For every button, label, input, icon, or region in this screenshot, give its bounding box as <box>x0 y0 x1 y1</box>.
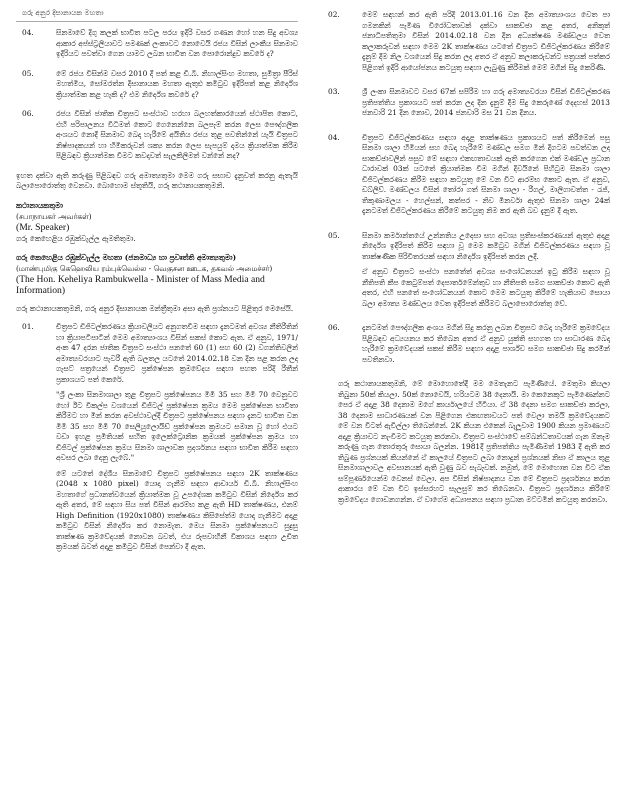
header-text: ගරු අනුර දිසානායක මහතා <box>22 8 104 17</box>
speaker-block-mr-speaker <box>16 200 298 244</box>
answer-number: 01. <box>22 322 34 331</box>
question-text: සිනමාවේ දිගු කලක් භාවිත පටල පරය ඉදිරි වසර ගණන හෝ හන සිදු අවශ්‍ය ආකාර අප්ස්ට්‍රලියාවට පමණක් ලංකාවට නොවෙයි රජය විසින් ලාංකීය සිනමාව ඉදිරියට පවත්වා ගෙන යාමට ලබන භාවිත වන පොරොන්දුව කවරේ ද? <box>56 28 298 58</box>
answer-number: 03. <box>328 87 340 96</box>
minister-english: (The Hon. Keheliya Rambukwella - Minister of Mass Media and Information) <box>16 273 265 296</box>
answer-text: චිත්‍රපට ඩිජිටල්කරණය සඳහා අදාළ තාක්ෂණය ප්‍රකාශයට පත් කිරීමෙන් පසු සිනමා ශාලා හිමියන් සහ බෙදා හැරීමේ මණ්ඩල සමග මින් දිගටම පවත්වන ලද සාකච්ඡාවලින් පසුව මේ සඳහා එකඟතාවයක් ඇති කරගෙන එක් මණ්ඩල ප්‍රධාන ධාරාවක් 03ක් යටතේ ක්‍රියාත්මක වීම මගින් දිවයිනේ පිහිටුම සිනමා ශාලා ඩිජිටල්කරණය කිරීම සඳහා කටයුතු මේ වන විට ආරම්භ කොට ඇත. ඒ අනුව, ඩබ්ලිව්. මණ්ඩලය විසින් තෝරා ගත් සිනමා ශාලා - රීගල්, මාලිගාවත්ත - රැජ්, තිකුණාමලය - හෙල්සන්, කත්පර - නිව මිනර්වා ඇතුළු සිනමා ශාලා 24ක් දැනටමත් ඩිජිටල්කරණය කිරීමේ කටයුතු නිම කර ඇති බව දැනුම් දී ඇත. <box>362 132 610 215</box>
question-item <box>16 109 298 162</box>
question-number: 04. <box>22 28 34 37</box>
running-header <box>16 4 298 22</box>
gazette-quote: "ශ්‍රී ලංකා සිනමාශාලා තුළ චිත්‍රපට ප්‍රක්ෂේපනය මිමී 35 සහ මිමී 70 වෙනුවට හෝ ඊට විකල්ප වශයෙන් ඩිජිටල් ප්‍රක්ෂේපන ක්‍රමය මෙම ප්‍රක්ෂේපන භාවිතා කිරීමට හා මින් කරන අවස්ථාවල්දී චිත්‍රපට ප්‍රක්ෂේපනය සඳහා දැනට භාවිත වන මිමී 35 සහ මිමී 70 සෙලියුලොයිඩ් ප්‍රක්ෂේපන ක්‍රමයට සමාන වූ හෝ එයට වඩා ඉහළ ප්‍රමිතියක් සහිත ඉලෙක්ට්‍රොනික ක්‍රමයක් ප්‍රක්ෂේපන ක්‍රමය හා ඩිජිටල් ප්‍රක්ෂේපන ක්‍රමය සිනමා ශාලාවක ප්‍රදර්ශනය සඳහා භාවිත කිරීම සඳහා අවසර ලබා දෙනු ලැබේ." <box>56 390 298 462</box>
speaker-tamil: (சபாநாயகர் அவர்கள்) <box>16 211 92 221</box>
answer-number: 06. <box>328 323 340 332</box>
answer-item <box>322 133 610 222</box>
question-item <box>16 69 298 101</box>
answer-number: 04. <box>328 132 340 142</box>
answer-text-2: ඒ අනුව චිත්‍රපට සංස්ථා පනතේත් අවශ්‍ය සංශෝධනයන් ඉටු කිරීම සඳහා වූ නීතිපති කීප කෙටුම්පත් දෙපාර්තමේන්තුව හා නීතිපති සමග සාකච්ඡා කොට ඇති අතර, එහි පනතේ සංශෝධනයන් කොට මෙම කටයුතු කිරීමේ හැකියාව සොයා බලා අමාත්‍ය මණ්ඩලය වෙත ඉදිරිපත් කිරීමට බලාපොරොත්තු වේ. <box>362 267 610 308</box>
answer-paragraph-2: මේ යටතේ දේශීය සිනමාවේ චිත්‍රපට ප්‍රක්ෂේපනය සඳහා 2K තාක්ෂණය (2048 x 1080 pixel) යොදා ගැනීම සඳහා ආචාර්ය ඩී.බී. නිහාල්සිංහ මහතාගේ ප්‍රධානත්වයෙන් ක්‍රියාත්මක වූ උපදේශක කමිටුව විසින් නිර්දේශ කර ඇති අතර, මේ සඳහා සිය පත් විසින් ආරම්භ කළ ඇති HD තාක්ෂණය, එනම් High Definition (1920x1080) තාක්ෂණය කිසිසේත්ම යොදා ගැනීමට අදාළ කමිටුව විසින් නිර්දේශ කර නොමැත. මෙය සිනමා ප්‍රක්ෂේපනයට සුදුසු තාක්ෂණ ක්‍රමවේදයක් නොවන බවත්, එය රූපවාහිනී විකාශය සඳහා උචිත ක්‍රමයක් බවත් අදාළ කමිටුව විසින් පෙන්වා දී ඇත. <box>56 468 298 551</box>
left-column <box>16 28 298 567</box>
answer-number: 05. <box>328 230 340 240</box>
right-column <box>322 10 610 512</box>
answer-text: ශ්‍රී ලංකා සිනමාවට වසර 67ක් සපිරීම හා ගරු අමාත්‍යවරයා විසින් ඩිජිටල්කරණ ප්‍රතිපත්තිය ප්‍රකාශයට පත් කරන ලද දින දැනුම් දීම සිදු කෙරුණේ දෙදහස් 2013 ජනවාරි 21 දින නොව, 2014 ජනවාරි මස 21 වන දිනය. <box>362 87 610 117</box>
intro-paragraph: ගරු කථානායකතුමනි, ගරු අනුර දිසානායක මන්ත්‍රීතුමා අසා ඇති ප්‍රශ්නයට පිළිතුර මෙසේයි. <box>16 303 294 313</box>
answer-item <box>322 10 610 78</box>
speaker-role: ගරු කෙහෙළිය රඹුක්වැල්ල ඇමතිතුමා. <box>16 233 136 243</box>
answer-text: සිනමා කර්මාන්තයේ උන්නතිය උදෙසා සහ අවශ්‍ය ප්‍රතිසංස්කරණයන් ඇතුළු අදාළ නිර්දේශ ඉදිරිපත් කිරීම සඳහා වූ මෙම කමිටුව මගින් ඩිජිටල්කරණය සඳහා වූ තාක්ෂණික පිරිවිතරයක් සඳහා නිර්දේශ ඉදිරිපත් කරන ලදී. <box>362 230 610 261</box>
question-number: 06. <box>22 109 34 118</box>
speaker-title: කථානායකතුමා <box>16 200 63 210</box>
answer-text: මෙම් සඳහන් කර ඇති පරිදි 2013.01.16 වන දින අමාත්‍යාංශය වෙත පා ගමනකින් පැමිණ විරෝධතාවක් දක්වා සාකච්ඡා කළ අතර, අනිකුත් ජනාධිපතිතුමා විසින් 2014.02.18 වන දින අධ්‍යක්ෂණ මණ්ඩලය වෙත කලාකරුවන් සඳහා මෙම 2K තාක්ෂණය යටතේ චිත්‍රපට ඩිජිටල්කරණය කිරීමේ දැනුම් දීම නිල වශයෙන් සිදු කරන ලද අතර ඒ අනුව කලාකරුවන්ට පත්‍රයක් පත්කර පිළිගත් ඉදිරි ආයෝජනය කටයුතු සඳහා ලැබුණු කිරීමක් මෙම් මගින් සිදු කෙරිණි. <box>362 10 610 72</box>
minister-title: ගරු කෙහෙළිය රඹුක්වැල්ල මහතා (ජනමාධ්‍ය හා ප්‍රවෘත්ති අමාත්‍යතුමා) <box>16 252 237 262</box>
question-item <box>16 28 298 60</box>
closing-paragraph: ඉහත දක්වා ඇති කරුණු පිළිබඳව ගරු අමාත්‍යතුමා මෙම ගරු සභාව දැනුවත් කරනු ඇතැයි බලාපොරොත්තු වෙනවා. බොහොම ස්තූතියි, ගරු කථානායකතුමනි. <box>16 170 298 190</box>
speaker-block-minister <box>16 252 298 296</box>
question-text: මේ රජය විසින්ම වසර 2010 දී පත් කළ ඩී.බී. නිහාල්සිංහ මහතා, සුමිත්‍රා පීරිස් මහත්මිය, සෝමරත්න දිසානායක මහතා ඇතුළු කමිටුව ඉදිරිපත් කළ නිර්දේශ ක්‍රියාත්මක කළ හැකි ද? එම නිර්දේශ කවරේ ද? <box>56 68 298 99</box>
answer-item <box>322 87 610 124</box>
answer-item <box>322 231 610 315</box>
speech-paragraph: ගරු කථානායකතුමනි, මේ මොහොතේදී මම මෙතැනට පැමිණියේ. මෙතුමා කියලා තිබුනා 50ක් කියලා. 50ක් නොවෙයි, හරියටම 38 දෙනායි. මා කෙනෙකුට පැමිණෙන්නට පෙර ඒ අදාළ 38 දෙනාම මගේ කාර්යාලයේ හිටියා. ඒ 38 දෙනා සමග සාකච්ඡා කරලා, 38 දෙනාම සාධාරණයක් වන පිළිගෙන එකඟතාවයට පත් වෙලා තමයි ක්‍රමවේදයකට මේ වන විටත් ඇවිල්ලා තිබෙන්නේ. 2K කියන එකෙන් බැලූවාම 1900 කියන ප්‍රමාණයට අදාළ ක්‍රියාවට නැංවීමට කටයුතු කරනවා. චිත්‍රපට සංස්ථාවේ සම්බන්ධතාවයක් ගැන ඕනෑම කරුණු ගැන තොරතුරු සොයා බලන්න. 1981දී ප්‍රතිපත්තිය පැමිණීමත් 1983 දී ඇති කර තිබුණ ප්‍රශ්නයක් කියන්නේ ඒ කාලයේ චිත්‍රපට ලබා නොදුන් ප්‍රශ්නයක් නිසා ඒ කාලය තුළ සිනමාශාලාවල අවසානයක් ඇති වුණු බව සැබෑවක්. නමුත්, මේ මොහොත වන විට ඒක සම්පූර්ණයෙන්ම වෙනස් වෙලා. අප විසින් නිෂ්පාදනය වන මේ චිත්‍රපට ප්‍රදර්ශනය කරන ආකාරය මේ වන විට ඉස්සරහට සැලසුම් කර තිබෙනවා. චිත්‍රපට ප්‍රදර්ශනය කිරීමේ ක්‍රමවේදය ගොඩනගන්න. ඒ වාගේම අධ්‍යාපනය සඳහා ප්‍රධාන මට්ටමින් කටයුතු කරනවා. <box>338 379 610 504</box>
answer-text: දැනටමත් පෞද්ගලික අංශය මගින් සිදු කරනු ලබන චිත්‍රපට බෙදා හැරීමේ ක්‍රමවේදය පිළිබඳව අධ්‍යයනය කර තිබෙන අතර ඒ අනුව යුක්ති සහගත හා සාධාරණ බෙදා හැරීමේ ක්‍රමවේදයක් සකස් කිරීම සඳහා අදාළ පාර්ශ්ව සමග සාකච්ඡා සිදු කරමින් පවතිනවා. <box>362 323 610 364</box>
answer-text: චිත්‍රපට ඩිජිටල්කරණය ක්‍රියාවලියට අනුගතවීම සඳහා දැනටමත් අවශ්‍ය නීතිරීතින් හා ක්‍රියාපටිපාටීන් මෙම අමාත්‍යාංශය විසින් සකස් කොට ඇත. ඒ අනුව, 1971/ අංක 47 දරන ජාතික චිත්‍රපට සංස්ථා පනතේ 60 (1) සහ 60 (2) වගන්තිවලින් අමාත්‍යවරයාට පැවරී ඇති බලතල යටතේ 2014.02.18 වන දින පළ කරන ලද ගැසට් පත්‍රයෙන් චිත්‍රපට ප්‍රක්ෂේපන ක්‍රමවේදය සඳහා පහත පරිදි රීතීන් ප්‍රකාශයට පත් කෙරේ. <box>56 322 298 384</box>
answer-item <box>16 322 298 558</box>
question-number: 05. <box>22 68 34 78</box>
answer-number: 02. <box>328 10 340 19</box>
question-text: රජය විසින් ජාතික චිත්‍රපට සංස්ථාව හරහා බලහත්කාරයෙන් ස්ථාපිත කොට, එහි පරිපාලනය විධිමත් කොට ගෙනෙන්නෙ බලපෑම් කරන ලෙස පෞද්ගලික අංශයට නොදී සිනමාව බෙදා හැරීමේ අයිතිය රජය තුළ පවතින්නේ යැයි චිත්‍රපට නිෂ්පාදකයන් හා හිමිකරුවන් ශක්‍ය කරන ලෙස සැපයුම් දාමය ක්‍රියාත්මක කිරීම පිළිබඳව ක්‍රියාත්මක වීමට කවදාවත් සැලකිලිමත් වන්නේ නද? <box>56 109 298 160</box>
answer-item <box>322 323 610 370</box>
minister-tamil: (மாண்புமிகு கெஹெலிய ரம்புக்வெல்ல - வெகுசன ஊடக, தகவல் அமைச்சர்) <box>16 263 273 273</box>
speaker-english: (Mr. Speaker) <box>16 221 70 233</box>
